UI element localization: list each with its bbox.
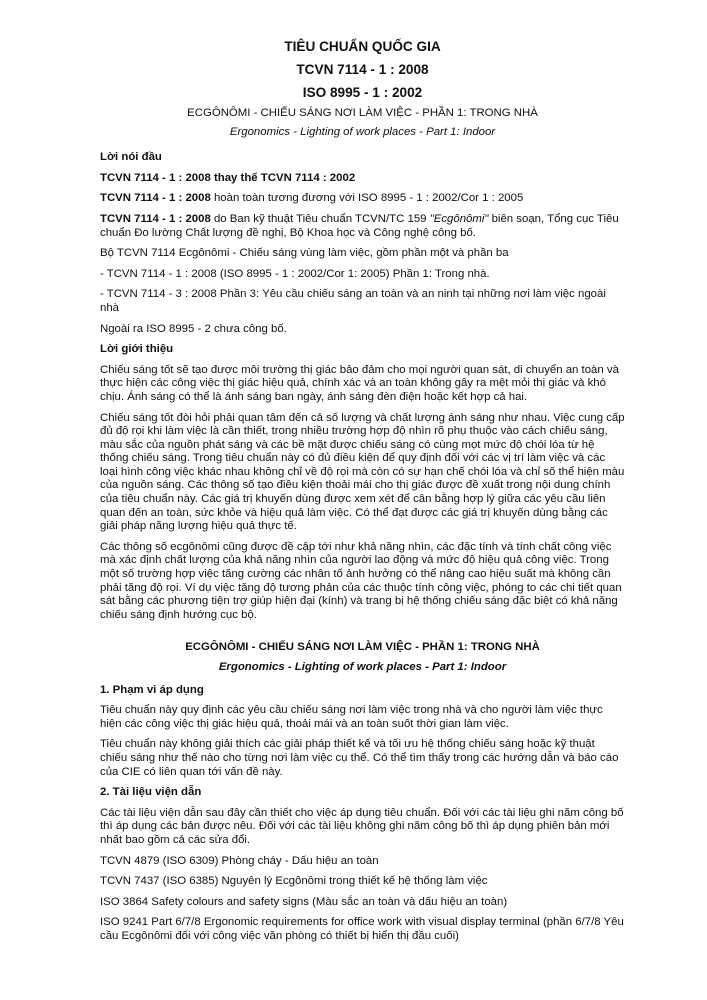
reference-item: ISO 3864 Safety colours and safety signs (Màu sắc an toàn và dấu hiệu an toàn) [100,895,508,908]
standard-subtitle-en: Ergonomics - Lighting of work places - Part 1: Indoor [229,125,496,138]
intro-paragraph-1: Chiếu sáng tốt sẽ tạo được môi trường thị giác bảo đảm cho mọi người quan sát, di chuyển an toàn và thực hiện các công việc thị giác hiệu quả, chính xác và an toàn không gây ra mệt mỏi thị giác và khó chịu. Ánh sáng có thể là ánh sáng ban ngày, ánh sáng đèn điện hoặc kết hợp cả hai. [100,363,619,403]
foreword-replace-line: TCVN 7114 - 1 : 2008 thay thế TCVN 7114 : 2002 [100,171,356,184]
foreword-note: Ngoài ra ISO 8995 - 2 chưa công bố. [100,322,287,335]
standard-subtitle-vn: ECGÔNÔMI - CHIẾU SÁNG NƠI LÀM VIỆC - PHẦN 1: TRONG NHÀ [187,107,538,119]
standard-code-vn: TCVN 7114 - 1 : 2008 [296,62,429,77]
intro-paragraph-2: Chiếu sáng tốt đòi hỏi phải quan tâm đến cả số lượng và chất lượng ánh sáng như nhau. Việc cung cấp đủ độ rọi khi làm việc là cần thiết, trong nhiều trường hợp độ nhìn rõ phụ thuộc vào cách chiếu sáng, màu sắc của nguồn phát sáng và các bề mặt được chiếu sáng có cùng mọt mức độ chói lóa từ hệ thống chiếu sáng. Trong tiêu chuẩn này có đủ điều kiện để quy định đối với các vị trí làm việc và các loại hình công việc khác nhau không chỉ về độ rọi mà còn có sự hạn chế chói lóa và chỉ số thể hiện màu của nguồn sáng. Các thông số tạo điều kiện thoải mái cho thị giác được đề xuất trong nội dung chính của tiêu chuẩn này. Các giá trị khuyến dùng được xem xét để cân bằng hợp lý giữa các yêu cầu liên quan đến an toàn, sức khỏe và hiệu quả làm việc. Có thể đạt được các giá trị khuyến dùng bằng các giải pháp năng lượng hiệu quả thực tế. [100,411,625,533]
foreword-series-part3: - TCVN 7114 - 3 : 2008 Phần 3: Yêu cầu chiếu sáng an toàn và an ninh tại những nơi làm việc ngoài nhà [100,288,606,314]
references-heading: 2. Tài liệu viện dẫn [100,786,202,799]
compiled-text-b: biên soạn, Tổng cục Tiêu chuẩn Đo lường Chất lượng đề nghị, Bộ Khoa học và Công nghệ công bố. [100,212,619,239]
scope-heading: 1. Phạm vi áp dụng [100,683,204,696]
foreword-series-intro: Bộ TCVN 7114 Ecgônômi - Chiếu sáng vùng làm việc, gồm phần một và phần ba [100,247,509,260]
foreword-compiled [100,213,625,240]
reference-item: ISO 9241 Part 6/7/8 Ergonomic requirements for office work with visual display terminal (phần 6/7/8 Yêu cầu Ecgônômi đối với công việc văn phòng có thiết bị hiển thị đầu cuối) [100,916,624,942]
document-content [100,38,625,951]
equiv-text: hoàn toàn tương đương với ISO 8995 - 1 : 2002/Cor 1 : 2005 [210,192,524,205]
scope-paragraph-2: Tiêu chuẩn này không giải thích các giải pháp thiết kế và tối ưu hệ thống chiếu sáng hoặc kỹ thuật chiếu sáng như thế nào cho từng nơi làm việc cụ thể. Có thể tìm thấy trong các hướng dẫn và báo cáo của CIE có liên quan tới vấn đề này. [100,738,619,778]
foreword-series-part1: - TCVN 7114 - 1 : 2008 (ISO 8995 - 1 : 2002/Cor 1: 2005) Phần 1: Trong nhà. [100,267,490,280]
standard-title: TIÊU CHUẨN QUỐC GIA [284,39,441,54]
body-title-en: Ergonomics - Lighting of work places - Part 1: Indoor [218,661,507,673]
reference-item: TCVN 4879 (ISO 6309) Phòng cháy - Dấu hiệu an toàn [100,854,379,867]
standard-code-iso: ISO 8995 - 1 : 2002 [302,85,423,100]
intro-heading: Lời giới thiệu [100,343,174,356]
section-gap [100,629,625,641]
reference-item: TCVN 7437 (ISO 6385) Nguyên lý Ecgônômi trong thiết kế hệ thống làm việc [100,875,488,888]
foreword-heading: Lời nói đầu [100,151,162,164]
intro-paragraph-3: Các thông số ecgônômi cũng được đề cập tới như khả năng nhìn, các đặc tính và tính chất công việc mà xác định chất lượng của khả năng nhìn của người lao động và mức độ hiệu quả công việc. Trong một số trường hợp việc tăng cường các nhân tố ảnh hưởng có thể nâng cao hiệu suất mà không cần phải tăng độ rọi. Ví dụ việc tăng độ tương phản của các thuộc tính công việc, phóng to các chi tiết quan sát bằng các phương tiện trợ giúp hiện đại (kính) và trang bị hệ thống chiếu sáng đặc biệt có khả năng chiếu sáng định hướng cục bộ. [100,540,622,621]
compiled-text-a: do Ban kỹ thuật Tiêu chuẩn TCVN/TC 159 [210,212,430,225]
body-title-vn: ECGÔNÔMI - CHIẾU SÁNG NƠI LÀM VIỆC - PHẦN 1: TRONG NHÀ [185,641,540,654]
equiv-code: TCVN 7114 - 1 : 2008 [100,192,211,205]
scope-paragraph-1: Tiêu chuẩn này quy định các yêu cầu chiếu sáng nơi làm việc trong nhà và cho người làm việc thực hiện các công việc thị giác hiệu quả, thoải mái và an toàn suốt thời gian làm việc. [100,704,603,730]
compiled-italic: "Ecgônômi" [429,212,489,225]
compiled-code: TCVN 7114 - 1 : 2008 [100,212,211,225]
foreword-equivalence [100,192,625,206]
references-paragraph: Các tài liệu viện dẫn sau đây cần thiết cho việc áp dụng tiêu chuẩn. Đối với các tài liệu ghi năm công bố thì áp dụng các bản được nêu. Đối với các tài liệu không ghi năm công bố thì áp dụng phiên bản mới nhất bao gồm cả các sửa đổi. [100,806,624,846]
